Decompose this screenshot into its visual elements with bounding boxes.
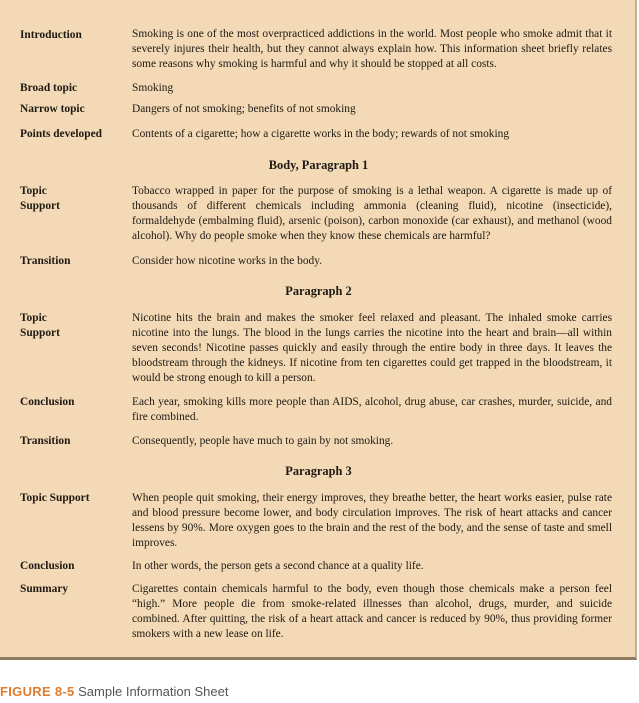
label-p2-transition: Transition — [20, 435, 71, 447]
heading-body-paragraph-1: Body, Paragraph 1 — [268, 158, 369, 172]
label-p3-conclusion: Conclusion — [20, 560, 75, 572]
label-p1-topic-support — [20, 184, 125, 214]
text-p1-transition: Consider how nicotine works in the body. — [132, 255, 323, 267]
label-p1-transition: Transition — [20, 255, 71, 267]
text-p3-topic-support: When people quit smoking, their energy improves, they breathe better, the heart works easier, pulse rate and blood pressure become lower, and body circulation improves. The risk of heart attacks and cancer lessens by 90%. More oxygen goes to the brain and the rest of the body, and the sense of taste and smell improves. — [132, 492, 612, 549]
label-p2-topic: Topic — [20, 312, 47, 324]
label-introduction: Introduction — [20, 29, 82, 41]
figure-number: FIGURE 8-5 — [0, 684, 75, 699]
label-points-developed: Points developed — [20, 128, 102, 140]
text-p2-topic-support: Nicotine hits the brain and makes the smoker feel relaxed and pleasant. The inhaled smoke carries nicotine into the lungs. The blood in the lungs carries the nicotine into the heart and brain—all within seven seconds! Nicotine passes quickly and easily through the entire body in three days. It leaves the bloodstream through the kidneys. If nicotine from ten cigarettes could get trapped in the bloodstream, it would be strong enough to kill a person. — [132, 312, 612, 384]
label-p3-topic-support: Topic Support — [20, 492, 90, 504]
text-broad-topic: Smoking — [132, 82, 174, 94]
label-summary: Summary — [20, 583, 69, 595]
label-p1-topic: Topic — [20, 185, 47, 197]
figure-title: Sample Information Sheet — [78, 684, 229, 699]
text-p2-conclusion: Each year, smoking kills more people than AIDS, alcohol, drug abuse, car crashes, murder, suicide, and fire combined. — [132, 396, 612, 423]
text-p3-conclusion: In other words, the person gets a second chance at a quality life. — [132, 560, 424, 572]
label-narrow-topic: Narrow topic — [20, 103, 85, 115]
figure-caption — [0, 684, 228, 699]
label-broad-topic: Broad topic — [20, 82, 78, 94]
text-points-developed: Contents of a cigarette; how a cigarette works in the body; rewards of not smoking — [132, 128, 510, 140]
label-p2-conclusion: Conclusion — [20, 396, 75, 408]
text-narrow-topic: Dangers of not smoking; benefits of not smoking — [132, 103, 356, 115]
text-p2-transition: Consequently, people have much to gain by not smoking. — [132, 435, 394, 447]
label-p1-support: Support — [20, 200, 60, 212]
heading-paragraph-3: Paragraph 3 — [285, 464, 352, 478]
label-p2-support: Support — [20, 327, 60, 339]
text-summary: Cigarettes contain chemicals harmful to the body, even though those chemicals make a person feel “high.” More people die from smoke-related illnesses than alcohol, drugs, murder, and suicide combined. After quitting, the risk of a heart attack and cancer is reduced by 90%, thus providing former smokers with a new lease on life. — [132, 583, 612, 640]
text-p1-topic-support: Tobacco wrapped in paper for the purpose of smoking is a lethal weapon. A cigarette is made up of thousands of different chemicals including ammonia (cleaning fluid), nicotine (insecticide), formaldehyde (embalming fluid), arsenic (poison), carbon monoxide (car exhaust), and methanol (wood alcohol). Why do people smoke when they know these chemicals are harmful? — [132, 185, 612, 242]
text-introduction: Smoking is one of the most overpracticed addictions in the world. Most people who smoke admit that it severely injures their health, but they cannot always explain how. This information sheet briefly relates some reasons why smoking is harmful and why it should be stopped at all costs. — [132, 28, 612, 70]
heading-paragraph-2: Paragraph 2 — [285, 284, 352, 298]
label-p2-topic-support — [20, 311, 125, 341]
